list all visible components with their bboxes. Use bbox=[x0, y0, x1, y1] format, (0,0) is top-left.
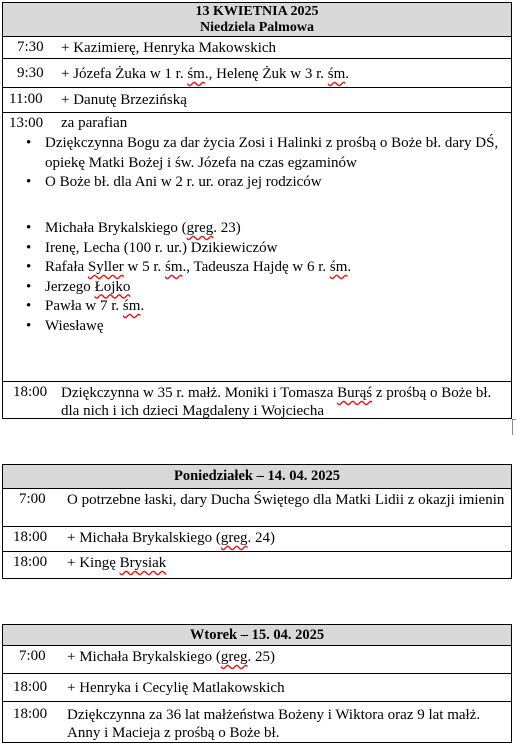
mass-time: 9:30 bbox=[17, 65, 44, 81]
mass-time: 11:00 bbox=[9, 91, 43, 107]
mass-intention: + Henryka i Cecylię Matlakowskich bbox=[67, 680, 285, 696]
mass-time: 18:00 bbox=[13, 679, 48, 695]
mass-title: za parafian bbox=[61, 115, 128, 131]
sunday-header bbox=[3, 3, 511, 37]
mass-row bbox=[3, 382, 511, 418]
monday-header bbox=[3, 465, 511, 489]
mass-time: 13:00 bbox=[9, 115, 44, 131]
mass-time: 7:30 bbox=[17, 39, 44, 55]
mass-row bbox=[3, 59, 511, 88]
mass-row bbox=[3, 674, 511, 702]
mass-time: 18:00 bbox=[13, 384, 48, 400]
mass-time: 18:00 bbox=[13, 554, 48, 570]
list-item: • Jerzego Łojko bbox=[3, 278, 505, 298]
mass-row-parish bbox=[3, 113, 511, 382]
tuesday-schedule-table bbox=[2, 624, 512, 743]
mass-intention: + Danutę Brzezińską bbox=[61, 92, 187, 108]
list-item: • O Boże bł. dla Ani w 2 r. ur. oraz jej rodziców bbox=[3, 173, 505, 193]
sunday-schedule-table bbox=[2, 2, 512, 419]
mass-row bbox=[3, 552, 511, 578]
mass-intention: O potrzebne łaski, dary Ducha Świętego dla Matki Lidii z okazji imienin bbox=[67, 492, 505, 508]
sunday-date: 13 KWIETNIA 2025 bbox=[195, 4, 319, 19]
monday-schedule-table bbox=[2, 464, 512, 579]
mass-row bbox=[3, 646, 511, 674]
tuesday-header bbox=[3, 625, 511, 646]
mass-time: 7:00 bbox=[19, 491, 46, 507]
mass-row bbox=[3, 88, 511, 113]
mass-time: 18:00 bbox=[13, 529, 48, 545]
mass-time: 18:00 bbox=[13, 706, 48, 722]
mass-time: 7:00 bbox=[19, 648, 46, 664]
mass-intention: + Michała Brykalskiego (greg. 24) bbox=[67, 530, 275, 546]
mass-intention: + Kingę Brysiak bbox=[67, 555, 167, 571]
list-item: • Wiesławę bbox=[3, 317, 505, 337]
mass-row bbox=[3, 527, 511, 552]
mass-row bbox=[3, 37, 511, 59]
mass-intention: Dziękczynna w 35 r. małż. Moniki i Tomasza Burąś z prośbą o Boże bł. dla nich i ich dzieci Magdaleny i Wojciecha bbox=[61, 385, 492, 419]
mass-row bbox=[3, 702, 511, 742]
monday-date: Poniedziałek – 14. 04. 2025 bbox=[174, 468, 340, 484]
mass-intention: Dziękczynna za 36 lat małżeństwa Bożeny i Wiktora oraz 9 lat małż. Anny i Macieja z prośbą o Boże bł. bbox=[67, 707, 481, 741]
mass-row bbox=[3, 489, 511, 527]
sunday-day-name: Niedziela Palmowa bbox=[200, 20, 314, 35]
list-item: • Rafała Syller w 5 r. śm., Tadeusza Hajdę w 6 r. śm. bbox=[3, 258, 505, 278]
mass-intention: + Kazimierę, Henryka Makowskich bbox=[61, 40, 277, 56]
list-item: • Dziękczynna Bogu za dar życia Zosi i Halinki z prośbą o Boże bł. dary DŚ, opiekę Matki Bożej i św. Józefa na czas egzaminów bbox=[3, 134, 505, 173]
intention-list bbox=[3, 134, 505, 193]
tuesday-date: Wtorek – 15. 04. 2025 bbox=[189, 627, 325, 643]
deceased-list bbox=[3, 219, 505, 336]
list-item: • Irenę, Lecha (100 r. ur.) Dzikiewiczów bbox=[3, 239, 505, 259]
mass-intention: + Michała Brykalskiego (greg. 25) bbox=[67, 649, 275, 665]
list-item: • Pawła w 7 r. śm. bbox=[3, 297, 505, 317]
cell-end-marker bbox=[512, 419, 516, 435]
mass-intention: + Józefa Żuka w 1 r. śm., Helenę Żuk w 3 r. śm. bbox=[61, 66, 350, 82]
list-item: • Michała Brykalskiego (greg. 23) bbox=[3, 219, 505, 239]
